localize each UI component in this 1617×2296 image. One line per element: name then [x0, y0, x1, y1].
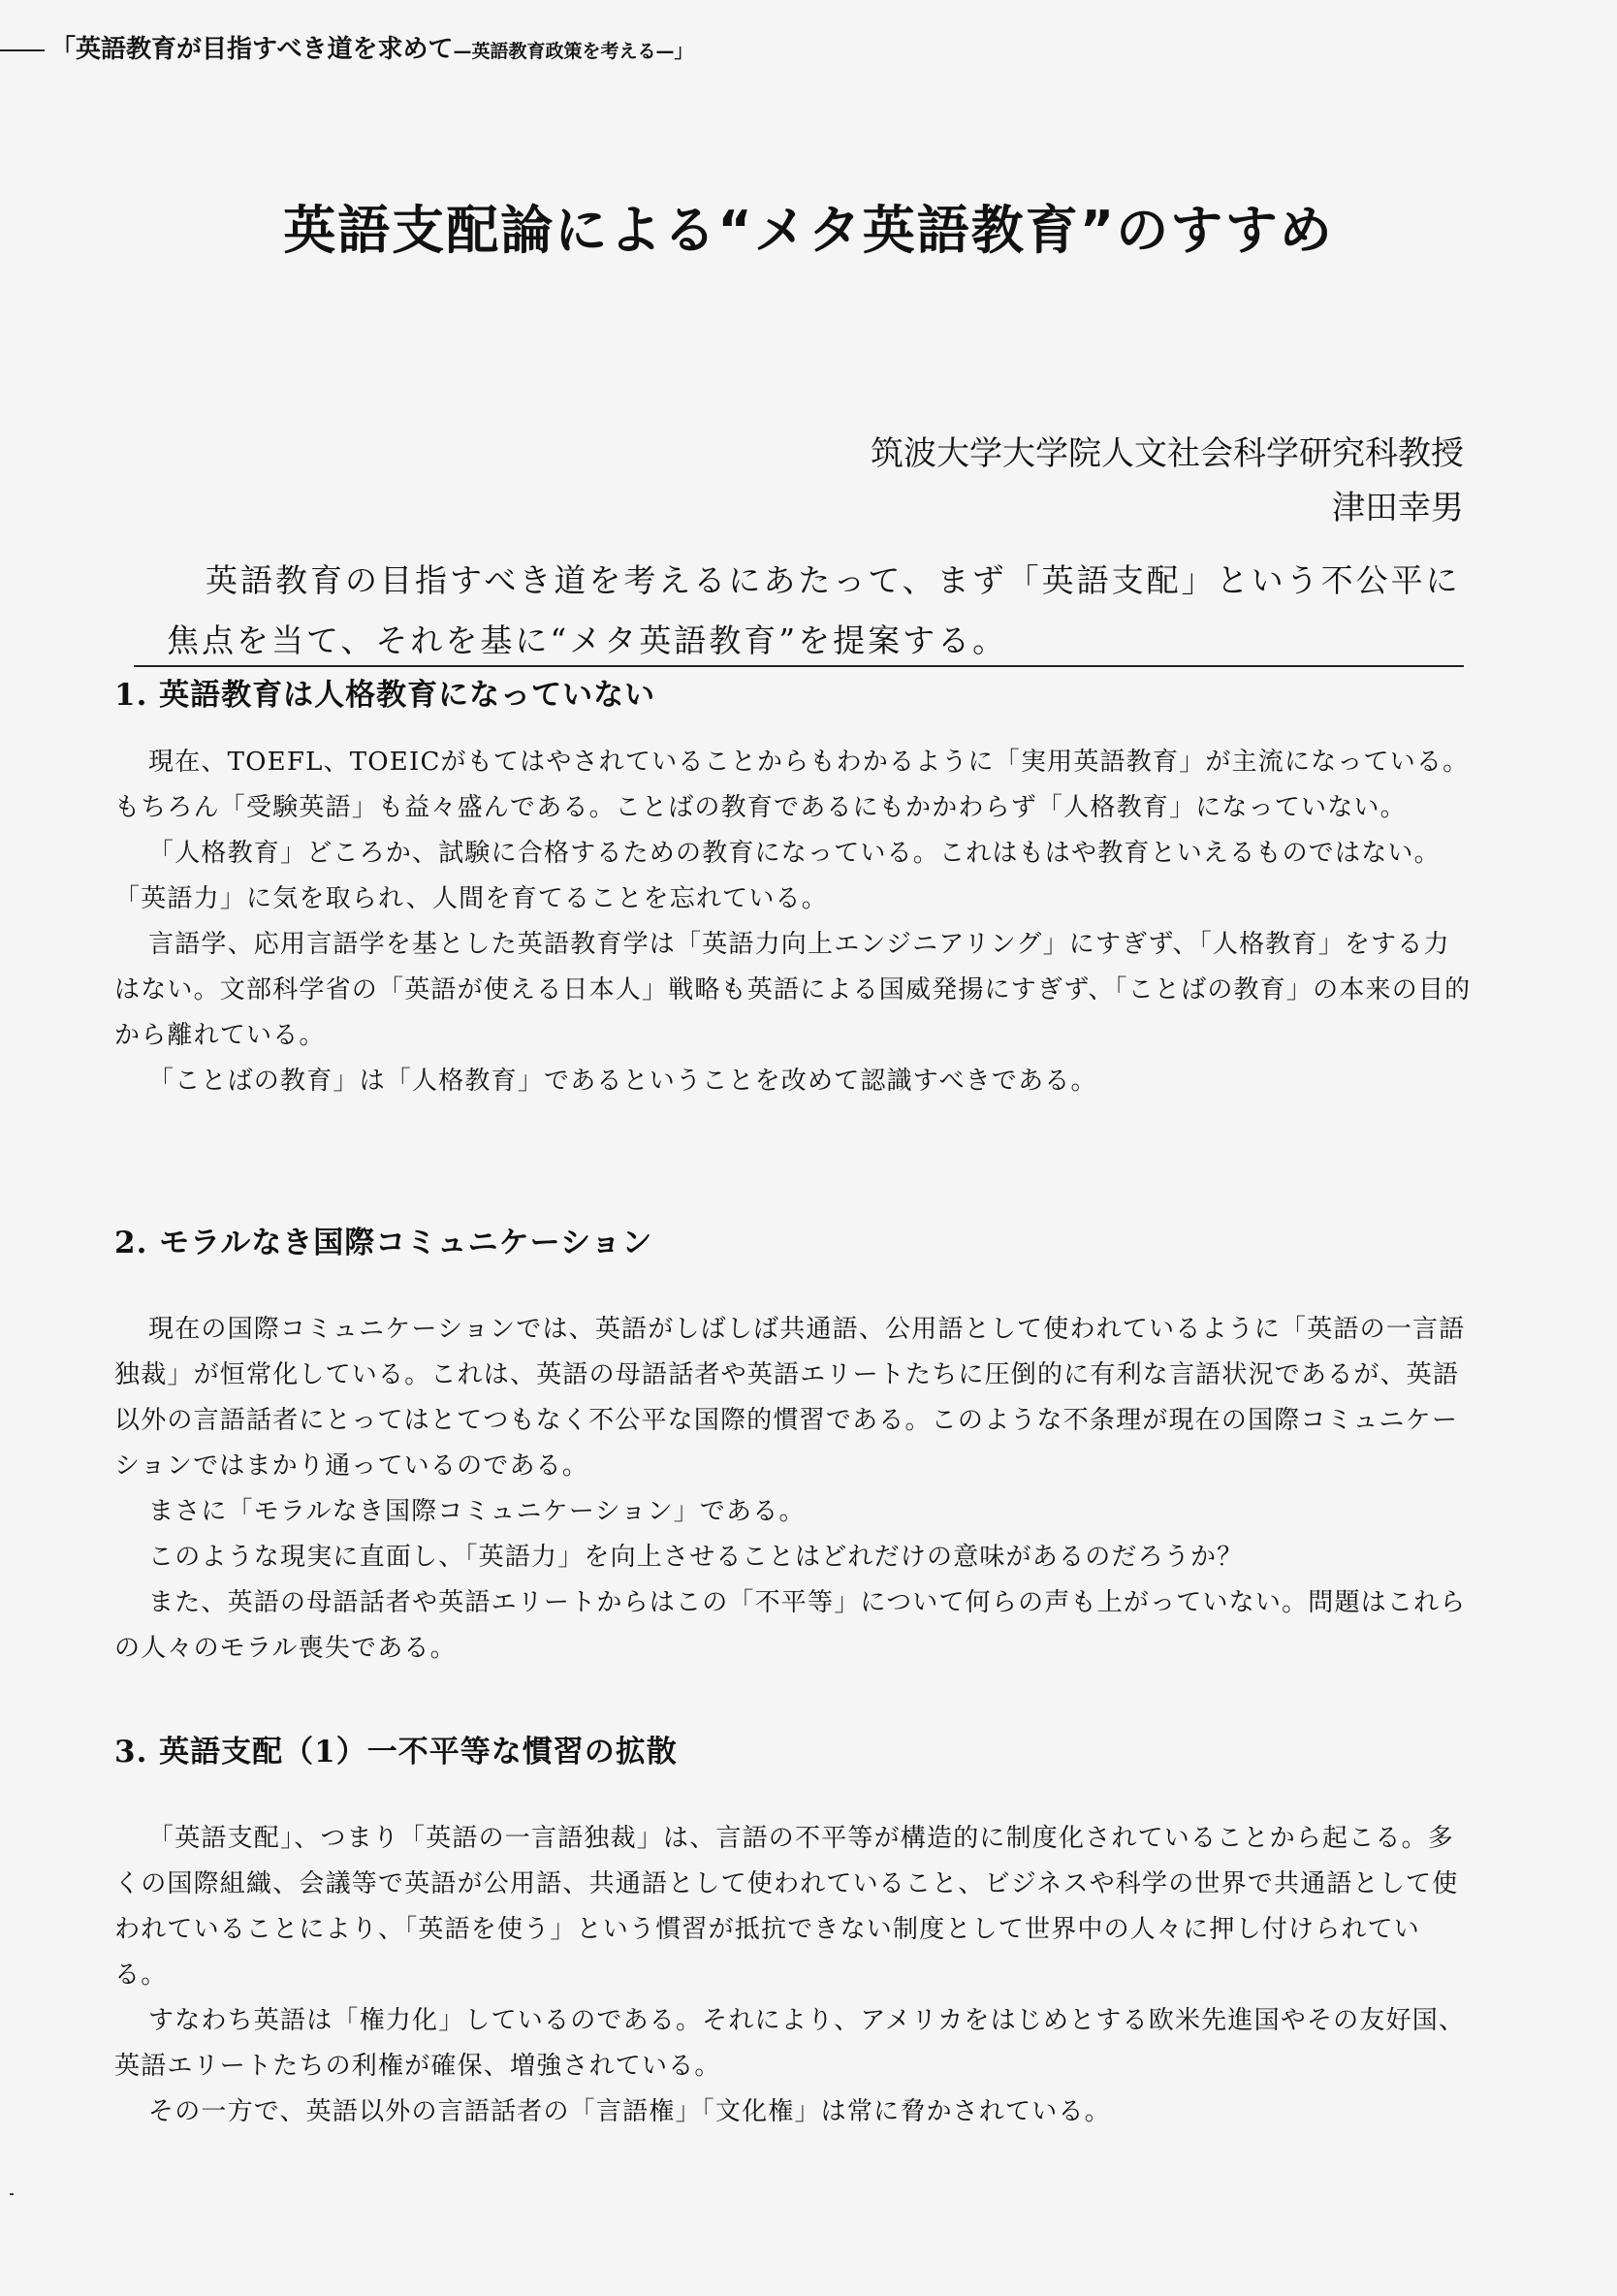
paragraph: 「人格教育」どころか、試験に合格するための教育になっている。これはもはや教育といえるものではない。「英語力」に気を取られ、人間を育てることを忘れている。 [114, 839, 1441, 913]
section-body [114, 1816, 1472, 2135]
section-heading: 1. 英語教育は人格教育になっていない [114, 678, 656, 713]
section-1 [114, 674, 1472, 1104]
section-body [114, 740, 1472, 1104]
author-affiliation: 筑波大学大学院人文社会科学研究科教授 [871, 434, 1464, 473]
section-body [114, 1307, 1472, 1672]
abstract [167, 551, 1466, 671]
divider-rule [134, 665, 1464, 667]
page-title: 英語支配論による“メタ英語教育”のすすめ [283, 200, 1334, 261]
header-dash [0, 49, 45, 51]
running-header [0, 29, 776, 68]
header-sub: —英語教育政策を考える—」 [453, 41, 693, 62]
author-name: 津田幸男 [1332, 489, 1464, 527]
paragraph: このような現実に直面し、「英語力」を向上させることはどれだけの意味があるのだろうか？ [148, 1543, 1244, 1572]
author-block [871, 427, 1464, 535]
paragraph: その一方で、英語以外の言語話者の「言語権」「文化権」は常に脅かされている。 [148, 2097, 1111, 2126]
paragraph: すなわち英語は「権力化」しているのである。それにより、アメリカをはじめとする欧米先進国やその友好国、英語エリートたちの利権が確保、増強されている。 [114, 2006, 1466, 2081]
header-main: 「英語教育が目指すべき道を求めて [50, 35, 454, 64]
paragraph: 「英語支配」、つまり「英語の一言語独裁」は、言語の不平等が構造的に制度化されていることから起こる。多くの国際組織、会議等で英語が公用語、共通語として使われていること、ビジネスや科学の世界で共通語として使われていることにより、「英語を使う」という慣習が抵抗できない制度として世界中の人々に押し付けられている。 [114, 1824, 1459, 1990]
section-3 [114, 1731, 1472, 2135]
section-2 [114, 1222, 1472, 1672]
section-heading: 2. モラルなき国際コミュニケーション [114, 1226, 653, 1260]
paragraph: 「ことばの教育」は「人格教育」であるということを改めて認識すべきである。 [148, 1067, 1097, 1096]
paragraph: 現在の国際コミュニケーションでは、英語がしばしば共通語、公用語として使われているように「英語の一言語独裁」が恒常化している。これは、英語の母語話者や英語エリートたちに圧倒的に有利な言語状況であるが、英語以外の言語話者にとってはとてつもなく不公平な国際的慣習である。このような不条理が現在の国際コミュニケーションではまかり通っているのである。 [114, 1315, 1466, 1481]
paragraph: まさに「モラルなき国際コミュニケーション」である。 [148, 1497, 806, 1526]
scan-mark [10, 2193, 14, 2195]
paragraph: 言語学、応用言語学を基とした英語教育学は「英語力向上エンジニアリング」にすぎず、「人格教育」をする力はない。文部科学省の「英語が使える日本人」戦略も英語による国威発揚にすぎず、「ことばの教育」の本来の目的から離れている。 [114, 930, 1472, 1050]
section-heading: 3. 英語支配（1）一不平等な慣習の拡散 [114, 1735, 678, 1770]
paragraph: また、英語の母語話者や英語エリートからはこの「不平等」について何らの声も上がっていない。問題はこれらの人々のモラル喪失である。 [114, 1588, 1467, 1663]
paragraph: 現在、TOEFL、TOEICがもてはやされていることからもわかるように「実用英語教育」が主流になっている。もちろん「受験英語」も益々盛んである。ことばの教育であるにもかかわらず「人格教育」になっていない。 [114, 748, 1470, 822]
abstract-line-2: 焦点を当て、それを基に“メタ英語教育”を提案する。 [167, 622, 1008, 659]
abstract-line-1: 英語教育の目指すべき道を考えるにあたって、まず「英語支配」という不公平に [206, 561, 1461, 599]
